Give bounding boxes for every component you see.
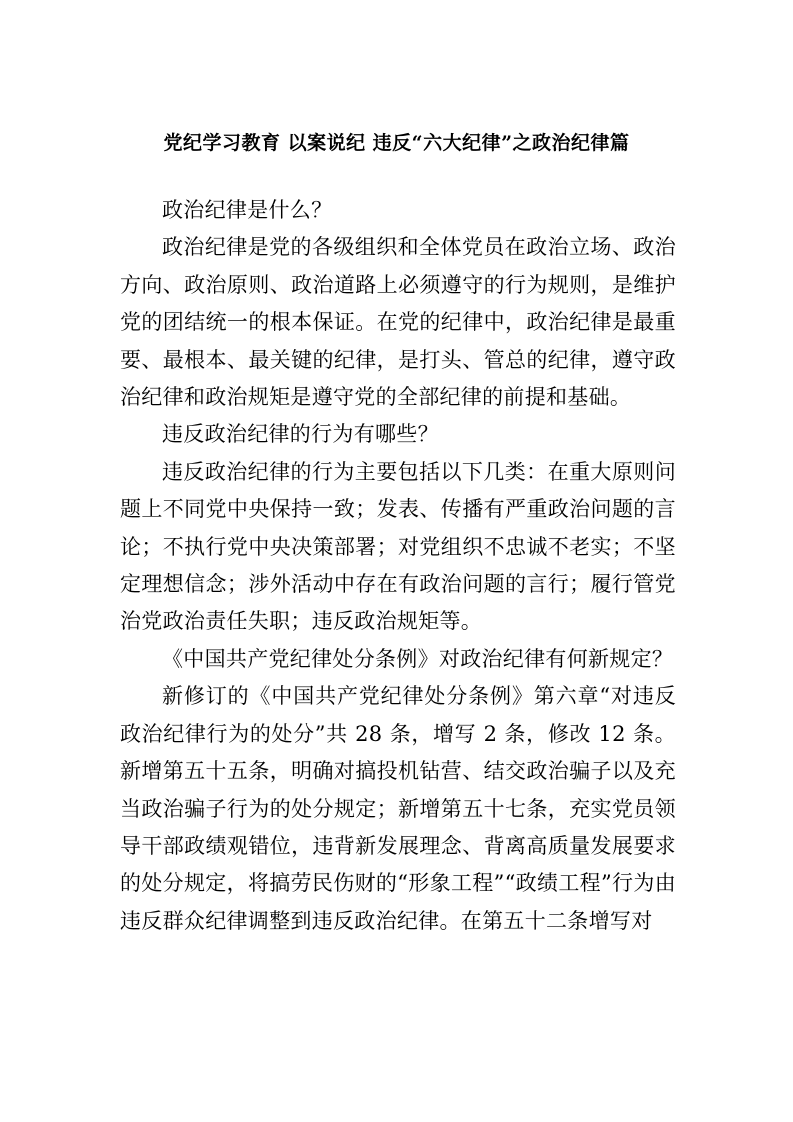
body-paragraph: 新修订的《中国共产党纪律处分条例》第六章“对违反政治纪律行为的处分”共 28 条，增写 2 条，修改 12 条。新增第五十五条，明确对搞投机钻营、结交政治骗子以及充当政治骗子行为的处分规定；新增第五十七条，充实党员领导干部政绩观错位，违背新发展理念、背离高质量发展要求的处分规定，将搞劳民伤财的“形象工程”“政绩工程”行为由违反群众纪律调整到违反政治纪律。在第五十二条增写对	[120, 684, 676, 933]
document-body	[120, 192, 676, 940]
document-title: 党纪学习教育 以案说纪 违反“六大纪律”之政治纪律篇	[163, 132, 630, 154]
question-heading: 违反政治纪律的行为有哪些？	[162, 422, 439, 447]
question-heading: 《中国共产党纪律处分条例》对政治纪律有何新规定？	[162, 646, 674, 671]
body-paragraph: 政治纪律是党的各级组织和全体党员在政治立场、政治方向、政治原则、政治道路上必须遵守的行为规则，是维护党的团结统一的根本保证。在党的纪律中，政治纪律是最重要、最根本、最关键的纪律，是打头、管总的纪律，遵守政治纪律和政治规矩是遵守党的全部纪律的前提和基础。	[120, 235, 676, 410]
question-heading: 政治纪律是什么？	[162, 198, 333, 222]
body-paragraph: 违反政治纪律的行为主要包括以下几类：在重大原则问题上不同党中央保持一致；发表、传播有严重政治问题的言论；不执行党中央决策部署；对党组织不忠诚不老实；不坚定理想信念；涉外活动中存在有政治问题的言行；履行管党治党政治责任失职；违反政治规矩等。	[120, 459, 676, 634]
